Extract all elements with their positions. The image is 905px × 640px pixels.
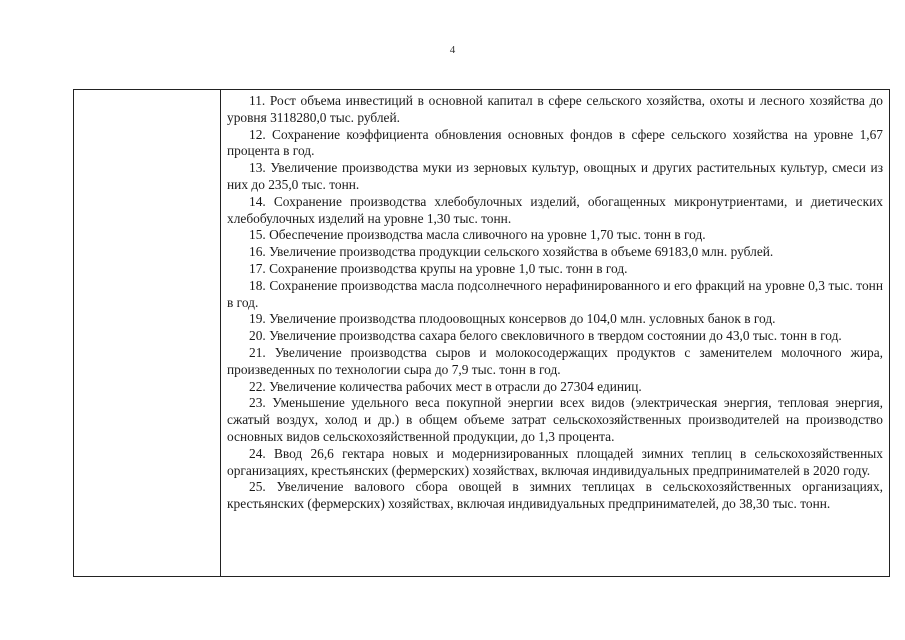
list-item-17: 17. Сохранение производства крупы на уровне 1,0 тыс. тонн в год. — [249, 260, 628, 276]
list-item-15: 15. Обеспечение производства масла сливочного на уровне 1,70 тыс. тонн в год. — [249, 227, 706, 243]
list-item-23: 23. Уменьшение удельного веса покупной энергии всех видов (электрическая энергия, тепловая энергия, сжатый воздух, холод и др.) в общем объеме затрат сельскохозяйственных производителей на производство основных видов сельскохозяйственной продукции, до 1,3 процента. — [227, 395, 883, 444]
document-table — [73, 89, 890, 577]
list-item-14: 14. Сохранение производства хлебобулочных изделий, обогащенных микронутриентами, и диетических хлебобулочных изделий на уровне 1,30 тыс. тонн. — [227, 193, 883, 226]
list-item-16: 16. Увеличение производства продукции сельского хозяйства в объеме 69183,0 млн. рублей. — [249, 244, 774, 260]
list-item-11: 11. Рост объема инвестиций в основной капитал в сфере сельского хозяйства, охоты и лесного хозяйства до уровня 3118280,0 тыс. рублей. — [227, 93, 883, 125]
list-item-21: 21. Увеличение производства сыров и молокосодержащих продуктов с заменителем молочного жира, произведенных по технологии сыра до 7,9 тыс. тонн в год. — [227, 344, 883, 377]
list-item-25: 25. Увеличение валового сбора овощей в зимних теплицах в сельскохозяйственных организациях, крестьянских (фермерских) хозяйствах, включая индивидуальных предпринимателей, до 38,30 тыс. тонн. — [227, 479, 883, 512]
list-item-22: 22. Увеличение количества рабочих мест в отрасли до 27304 единиц. — [249, 378, 642, 394]
list-item-18: 18. Сохранение производства масла подсолнечного нерафинированного и его фракций на уровне 0,3 тыс. тонн в год. — [227, 277, 883, 310]
list-item-19: 19. Увеличение производства плодоовощных консервов до 104,0 млн. условных банок в год. — [249, 311, 776, 327]
list-item-20: 20. Увеличение производства сахара белого свекловичного в твердом состоянии до 43,0 тыс. тонн в год. — [249, 328, 842, 344]
list-item-24: 24. Ввод 26,6 гектара новых и модернизированных площадей зимних теплиц в сельскохозяйственных организациях, крестьянских (фермерских) хозяйствах, включая индивидуальных предпринимателей в 2020 году. — [227, 445, 883, 478]
table-right-cell — [221, 90, 889, 576]
list-item-13: 13. Увеличение производства муки из зерновых культур, овощных и других растительных культур, смеси из них до 235,0 тыс. тонн. — [227, 160, 883, 192]
list-item-12: 12. Сохранение коэффициента обновления основных фондов в сфере сельского хозяйства на уровне 1,67 процента в год. — [227, 126, 883, 159]
table-left-cell — [74, 90, 221, 576]
page-number: 4 — [449, 44, 456, 56]
